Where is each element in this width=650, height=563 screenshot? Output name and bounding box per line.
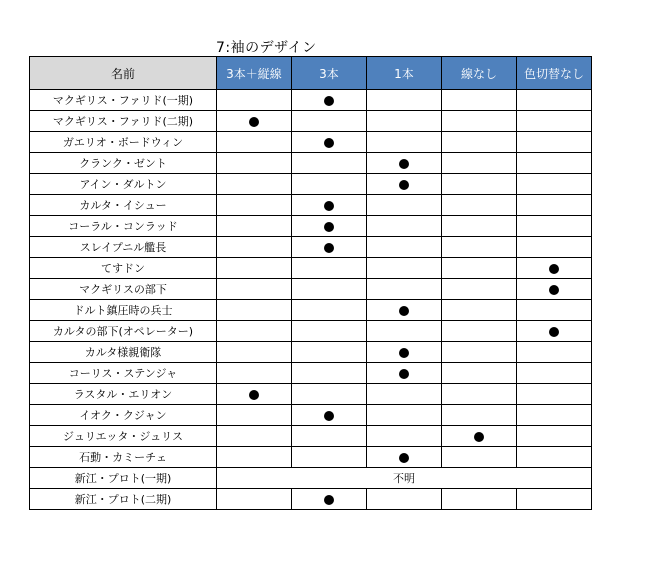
row-name: アイン・ダルトン bbox=[30, 174, 217, 195]
cell bbox=[442, 279, 517, 300]
cell bbox=[217, 195, 292, 216]
row-name: スレイプニル艦長 bbox=[30, 237, 217, 258]
mark-dot-icon bbox=[249, 117, 259, 127]
cell bbox=[367, 153, 442, 174]
cell bbox=[292, 384, 367, 405]
table-row bbox=[30, 237, 592, 258]
table-row bbox=[30, 426, 592, 447]
mark-dot-icon bbox=[549, 264, 559, 274]
cell bbox=[517, 489, 592, 510]
cell bbox=[442, 321, 517, 342]
cell bbox=[292, 195, 367, 216]
column-header-no-lines: 線なし bbox=[442, 57, 517, 90]
cell bbox=[442, 426, 517, 447]
cell bbox=[517, 447, 592, 468]
cell bbox=[292, 447, 367, 468]
cell bbox=[292, 426, 367, 447]
row-name: ラスタル・エリオン bbox=[30, 384, 217, 405]
mark-dot-icon bbox=[399, 159, 409, 169]
cell bbox=[367, 300, 442, 321]
table-row bbox=[30, 363, 592, 384]
column-header-1-line: 1本 bbox=[367, 57, 442, 90]
mark-dot-icon bbox=[399, 369, 409, 379]
row-note: 不明 bbox=[217, 468, 592, 489]
cell bbox=[292, 489, 367, 510]
row-name: 新江・プロト(二期) bbox=[30, 489, 217, 510]
mark-dot-icon bbox=[399, 306, 409, 316]
cell bbox=[517, 363, 592, 384]
cell bbox=[517, 111, 592, 132]
mark-dot-icon bbox=[324, 243, 334, 253]
cell bbox=[517, 300, 592, 321]
cell bbox=[442, 384, 517, 405]
cell bbox=[217, 405, 292, 426]
cell bbox=[517, 237, 592, 258]
cell bbox=[442, 216, 517, 237]
cell bbox=[292, 258, 367, 279]
cell bbox=[367, 321, 442, 342]
cell bbox=[517, 90, 592, 111]
cell bbox=[292, 174, 367, 195]
cell bbox=[292, 111, 367, 132]
mark-dot-icon bbox=[474, 432, 484, 442]
cell bbox=[217, 426, 292, 447]
cell bbox=[292, 405, 367, 426]
row-name: マクギリス・ファリド(二期) bbox=[30, 111, 217, 132]
cell bbox=[367, 405, 442, 426]
cell bbox=[367, 237, 442, 258]
table-title: 7:袖のデザイン bbox=[216, 40, 317, 56]
cell bbox=[217, 447, 292, 468]
mark-dot-icon bbox=[324, 222, 334, 232]
cell bbox=[442, 111, 517, 132]
cell bbox=[367, 195, 442, 216]
table-row bbox=[30, 174, 592, 195]
sleeve-design-table bbox=[29, 56, 592, 510]
table-row bbox=[30, 132, 592, 153]
table-row bbox=[30, 300, 592, 321]
cell bbox=[217, 111, 292, 132]
column-header-3-lines-vertical: 3本＋縦線 bbox=[217, 57, 292, 90]
cell bbox=[367, 111, 442, 132]
column-header-3-lines: 3本 bbox=[292, 57, 367, 90]
row-name: 新江・プロト(一期) bbox=[30, 468, 217, 489]
cell bbox=[442, 300, 517, 321]
cell bbox=[442, 90, 517, 111]
cell bbox=[217, 363, 292, 384]
row-name: ジュリエッタ・ジュリス bbox=[30, 426, 217, 447]
cell bbox=[217, 153, 292, 174]
cell bbox=[217, 216, 292, 237]
cell bbox=[442, 132, 517, 153]
row-name: マクギリスの部下 bbox=[30, 279, 217, 300]
cell bbox=[442, 174, 517, 195]
cell bbox=[217, 279, 292, 300]
row-name: コーリス・ステンジャ bbox=[30, 363, 217, 384]
table-row bbox=[30, 405, 592, 426]
cell bbox=[292, 321, 367, 342]
row-name: マクギリス・ファリド(一期) bbox=[30, 90, 217, 111]
cell bbox=[217, 132, 292, 153]
cell bbox=[367, 132, 442, 153]
cell bbox=[367, 90, 442, 111]
cell bbox=[517, 426, 592, 447]
cell bbox=[517, 258, 592, 279]
mark-dot-icon bbox=[399, 453, 409, 463]
cell bbox=[442, 342, 517, 363]
cell bbox=[217, 321, 292, 342]
cell bbox=[367, 489, 442, 510]
cell bbox=[292, 153, 367, 174]
cell bbox=[517, 195, 592, 216]
cell bbox=[367, 426, 442, 447]
column-header-no-color-switch: 色切替なし bbox=[517, 57, 592, 90]
cell bbox=[367, 216, 442, 237]
cell bbox=[217, 90, 292, 111]
cell bbox=[442, 447, 517, 468]
cell bbox=[517, 321, 592, 342]
cell bbox=[217, 489, 292, 510]
row-name: カルタ・イシュー bbox=[30, 195, 217, 216]
table-row bbox=[30, 153, 592, 174]
cell bbox=[517, 279, 592, 300]
table-row bbox=[30, 342, 592, 363]
table-row bbox=[30, 258, 592, 279]
table-row bbox=[30, 195, 592, 216]
row-name: カルタ様親衛隊 bbox=[30, 342, 217, 363]
mark-dot-icon bbox=[549, 327, 559, 337]
mark-dot-icon bbox=[324, 411, 334, 421]
cell bbox=[517, 132, 592, 153]
cell bbox=[442, 153, 517, 174]
table-row bbox=[30, 90, 592, 111]
cell bbox=[292, 363, 367, 384]
cell bbox=[292, 216, 367, 237]
mark-dot-icon bbox=[549, 285, 559, 295]
cell bbox=[517, 216, 592, 237]
mark-dot-icon bbox=[324, 138, 334, 148]
cell bbox=[442, 237, 517, 258]
cell bbox=[367, 279, 442, 300]
row-name: カルタの部下(オペレーター) bbox=[30, 321, 217, 342]
cell bbox=[517, 384, 592, 405]
cell bbox=[367, 447, 442, 468]
row-name: ドルト鎮圧時の兵士 bbox=[30, 300, 217, 321]
mark-dot-icon bbox=[324, 201, 334, 211]
cell bbox=[292, 132, 367, 153]
cell bbox=[517, 174, 592, 195]
cell bbox=[367, 363, 442, 384]
cell bbox=[292, 300, 367, 321]
table-row bbox=[30, 447, 592, 468]
cell bbox=[367, 174, 442, 195]
cell bbox=[367, 384, 442, 405]
cell bbox=[217, 342, 292, 363]
cell bbox=[517, 405, 592, 426]
row-name: てすドン bbox=[30, 258, 217, 279]
cell bbox=[442, 363, 517, 384]
mark-dot-icon bbox=[399, 180, 409, 190]
cell bbox=[442, 405, 517, 426]
row-name: イオク・クジャン bbox=[30, 405, 217, 426]
cell bbox=[292, 90, 367, 111]
cell bbox=[217, 174, 292, 195]
row-name: 石動・カミーチェ bbox=[30, 447, 217, 468]
cell bbox=[442, 489, 517, 510]
row-name: クランク・ゼント bbox=[30, 153, 217, 174]
cell bbox=[367, 342, 442, 363]
table-row bbox=[30, 216, 592, 237]
cell bbox=[442, 195, 517, 216]
cell bbox=[517, 153, 592, 174]
cell bbox=[517, 342, 592, 363]
cell bbox=[442, 258, 517, 279]
cell bbox=[292, 279, 367, 300]
table-row bbox=[30, 279, 592, 300]
table-row bbox=[30, 384, 592, 405]
cell bbox=[217, 258, 292, 279]
cell bbox=[217, 384, 292, 405]
mark-dot-icon bbox=[249, 390, 259, 400]
table-row bbox=[30, 489, 592, 510]
table-row bbox=[30, 321, 592, 342]
row-name: コーラル・コンラッド bbox=[30, 216, 217, 237]
column-header-name: 名前 bbox=[30, 57, 217, 90]
mark-dot-icon bbox=[324, 495, 334, 505]
cell bbox=[292, 237, 367, 258]
header-row bbox=[30, 57, 592, 90]
mark-dot-icon bbox=[399, 348, 409, 358]
cell bbox=[292, 342, 367, 363]
table-row bbox=[30, 468, 592, 489]
cell bbox=[217, 300, 292, 321]
row-name: ガエリオ・ボードウィン bbox=[30, 132, 217, 153]
cell bbox=[217, 237, 292, 258]
mark-dot-icon bbox=[324, 96, 334, 106]
table-row bbox=[30, 111, 592, 132]
cell bbox=[367, 258, 442, 279]
